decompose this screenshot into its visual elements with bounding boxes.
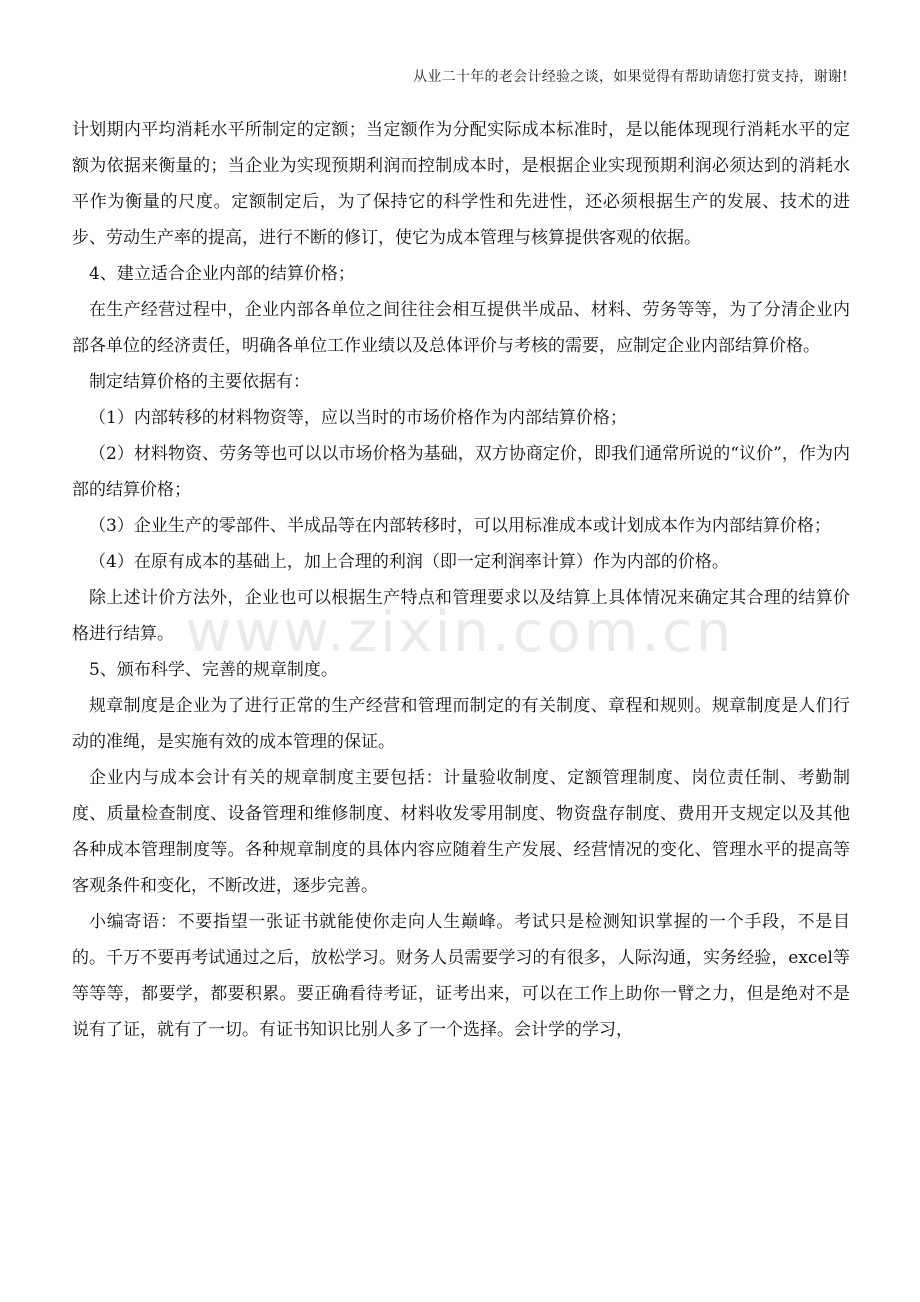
paragraph-regulations-definition: 规章制度是企业为了进行正常的生产经营和管理而制定的有关制度、章程和规则。规章制度是人们行动的准绳，是实施有效的成本管理的保证。 bbox=[72, 696, 850, 752]
paragraph-regulations-list: 企业内与成本会计有关的规章制度主要包括：计量验收制度、定额管理制度、岗位责任制、考勤制度、质量检查制度、设备管理和维修制度、材料收发零用制度、物资盘存制度、费用开支规定以及其他各种成本管理制度等。各种规章制度的具体内容应随着生产发展、经营情况的变化、管理水平的提高等客观条件和变化，不断改进，逐步完善。 bbox=[72, 768, 850, 896]
paragraph-editor-note: 小编寄语：不要指望一张证书就能使你走向人生巅峰。考试只是检测知识掌握的一个手段，不是目的。千万不要再考试通过之后，放松学习。财务人员需要学习的有很多，人际沟通，实务经验，excel等等等等，都要学，都要积累。要正确看待考证，证考出来，可以在工作上助你一臂之力，但是绝对不是说有了证，就有了一切。有证书知识比别人多了一个选择。会计学的学习， bbox=[72, 912, 850, 1040]
list-item-4: （4）在原有成本的基础上，加上合理的利润（即一定利润率计算）作为内部的价格。 bbox=[89, 552, 729, 572]
list-item-1: （1）内部转移的材料物资等，应以当时的市场价格作为内部结算价格； bbox=[89, 408, 627, 428]
paragraph-internal-settlement: 在生产经营过程中，企业内部各单位之间往往会相互提供半成品、材料、劳务等等，为了分清企业内部各单位的经济责任，明确各单位工作业绩以及总体评价与考核的需要，应制定企业内部结算价格。 bbox=[72, 300, 850, 356]
paragraph-other-methods: 除上述计价方法外，企业也可以根据生产特点和管理要求以及结算上具体情况来确定其合理的结算价格进行结算。 bbox=[72, 588, 850, 644]
watermark: www.zixin.com.cn bbox=[185, 600, 735, 665]
paragraph-quota-continuation: 计划期内平均消耗水平所制定的定额；当定额作为分配实际成本标准时，是以能体现现行消耗水平的定额为依据来衡量的；当企业为实现预期利润而控制成本时，是根据企业实现预期利润必须达到的消耗水平作为衡量的尺度。定额制定后，为了保持它的科学性和先进性，还必须根据生产的发展、技术的进步、劳动生产率的提高，进行不断的修订，使它为成本管理与核算提供客观的依据。 bbox=[72, 120, 850, 248]
list-item-3: （3）企业生产的零部件、半成品等在内部转移时，可以用标准成本或计划成本作为内部结算价格； bbox=[89, 516, 831, 536]
header-note: 从业二十年的老会计经验之谈，如果觉得有帮助请您打赏支持，谢谢! bbox=[413, 69, 848, 85]
list-item-2: （2）材料物资、劳务等也可以以市场价格为基础，双方协商定价，即我们通常所说的“议价”，作为内部的结算价格； bbox=[72, 444, 850, 500]
paragraph-settlement-basis: 制定结算价格的主要依据有： bbox=[89, 372, 310, 392]
heading-internal-settlement-price: 4、建立适合企业内部的结算价格； bbox=[89, 264, 355, 284]
heading-regulations: 5、颁布科学、完善的规章制度。 bbox=[89, 660, 338, 680]
document-body bbox=[72, 112, 850, 1048]
